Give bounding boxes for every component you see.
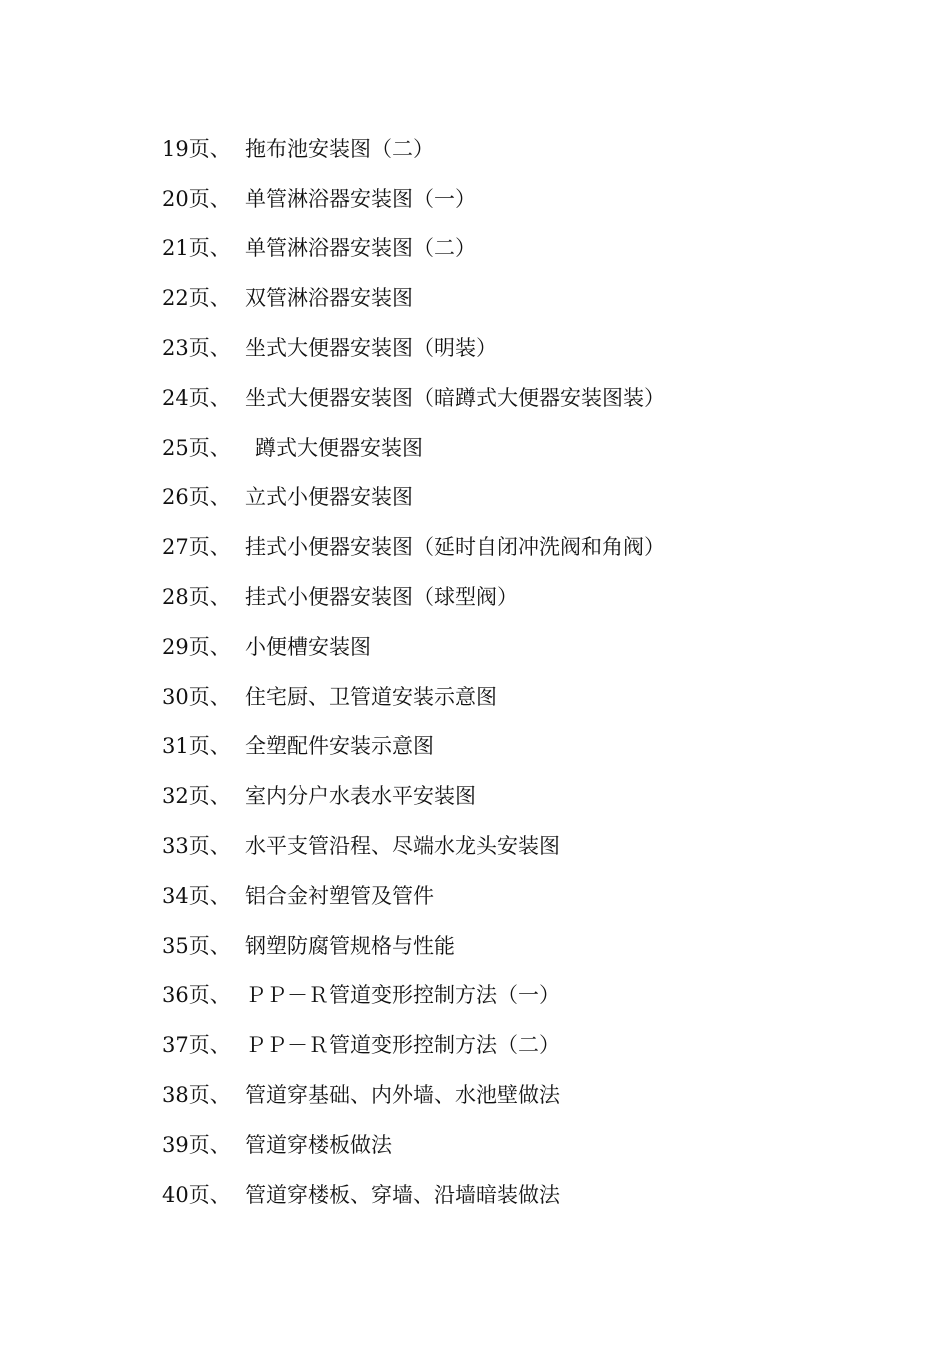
toc-page-number: 23页、 [162,336,231,361]
toc-page-number: 21页、 [162,236,231,261]
toc-page-number: 24页、 [162,385,231,410]
toc-page-number: 26页、 [162,485,231,510]
toc-page-number: 19页、 [162,136,231,161]
toc-item [162,971,665,1021]
toc-item [162,722,665,772]
toc-item [162,473,665,523]
toc-page-number: 30页、 [162,684,231,709]
toc-title: 坐式大便器安装图（明装） [245,336,497,361]
toc-title: 蹲式大便器安装图 [255,435,423,460]
toc-page-number: 33页、 [162,834,231,859]
toc-item [162,622,665,672]
toc-page-number: 39页、 [162,1132,231,1157]
toc-title: 拖布池安装图（二） [245,136,434,161]
toc-title: 全塑配件安装示意图 [245,734,434,759]
toc-title: 挂式小便器安装图（延时自闭冲洗阀和角阀） [245,535,665,560]
toc-item [162,771,665,821]
toc-item [162,522,665,572]
toc-title: 水平支管沿程、尽端水龙头安装图 [245,834,560,859]
toc-page-number: 38页、 [162,1083,231,1108]
toc-list [162,124,665,1220]
toc-title: 钢塑防腐管规格与性能 [245,933,455,958]
toc-page-number: 22页、 [162,286,231,311]
toc-title: 管道穿楼板做法 [245,1132,392,1157]
toc-item [162,423,665,473]
toc-page-number: 20页、 [162,186,231,211]
toc-item [162,821,665,871]
toc-title: 管道穿基础、内外墙、水池壁做法 [245,1083,560,1108]
toc-page-number: 36页、 [162,983,231,1008]
toc-item [162,572,665,622]
toc-title: 立式小便器安装图 [245,485,413,510]
toc-page-number: 25页、 [162,435,231,460]
toc-item [162,373,665,423]
toc-item [162,1120,665,1170]
toc-title: ＰＰ－Ｒ管道变形控制方法（一） [245,983,560,1008]
toc-item [162,1170,665,1220]
toc-title: 坐式大便器安装图（暗蹲式大便器安装图装） [245,385,665,410]
toc-title: 住宅厨、卫管道安装示意图 [245,684,497,709]
toc-title: 小便槽安装图 [245,634,371,659]
toc-title: ＰＰ－Ｒ管道变形控制方法（二） [245,1033,560,1058]
toc-item [162,273,665,323]
toc-item [162,1020,665,1070]
toc-title: 室内分户水表水平安装图 [245,784,476,809]
toc-item [162,871,665,921]
toc-title: 单管淋浴器安装图（二） [245,236,476,261]
toc-item [162,224,665,274]
toc-page-number: 34页、 [162,883,231,908]
toc-page-number: 32页、 [162,784,231,809]
toc-item [162,672,665,722]
toc-title: 单管淋浴器安装图（一） [245,186,476,211]
toc-title: 双管淋浴器安装图 [245,286,413,311]
toc-item [162,1070,665,1120]
toc-title: 挂式小便器安装图（球型阀） [245,585,518,610]
toc-page-number: 29页、 [162,634,231,659]
toc-page-number: 35页、 [162,933,231,958]
toc-item [162,921,665,971]
toc-page-number: 28页、 [162,585,231,610]
toc-item [162,323,665,373]
toc-title: 管道穿楼板、穿墙、沿墙暗装做法 [245,1182,560,1207]
toc-page-number: 40页、 [162,1182,231,1207]
toc-item [162,124,665,174]
toc-title: 铝合金衬塑管及管件 [245,883,434,908]
toc-page-number: 31页、 [162,734,231,759]
toc-item [162,174,665,224]
toc-page-number: 37页、 [162,1033,231,1058]
toc-page-number: 27页、 [162,535,231,560]
